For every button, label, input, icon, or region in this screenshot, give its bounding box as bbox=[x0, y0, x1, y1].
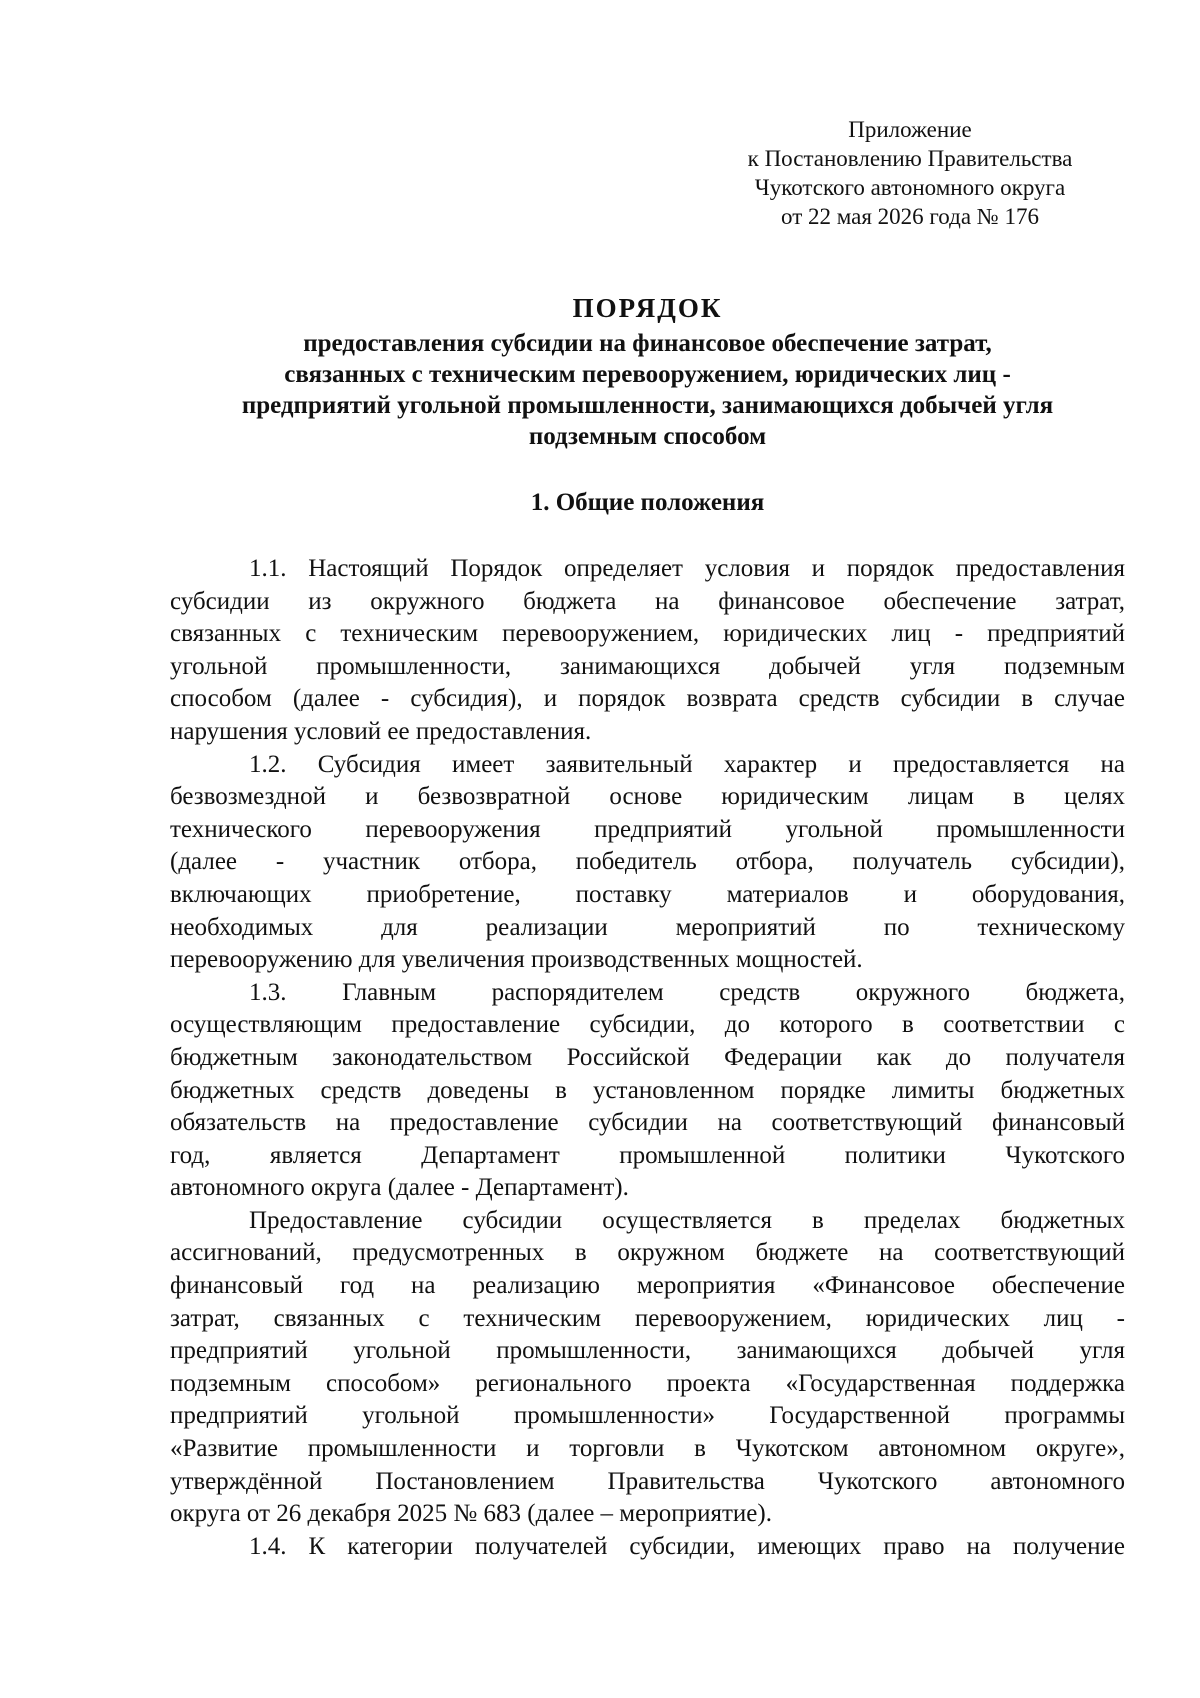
appendix-line: Приложение bbox=[848, 117, 972, 142]
title-heading: ПОРЯДОК bbox=[572, 293, 723, 323]
body-line: субсидии из окружного бюджета на финансовое обеспечение затрат, bbox=[170, 587, 1125, 615]
body-line: способом (далее - субсидия), и порядок возврата средств субсидии в случае bbox=[170, 685, 1125, 713]
body-line: финансовый год на реализацию мероприятия «Финансовое обеспечение bbox=[170, 1272, 1125, 1300]
appendix-line: Чукотского автономного округа bbox=[754, 175, 1066, 200]
body-line: 1.2. Субсидия имеет заявительный характер и предоставляется на bbox=[249, 750, 1125, 778]
body-line: автономного округа (далее - Департамент). bbox=[170, 1174, 629, 1202]
body-line: (далее - участник отбора, победитель отбора, получатель субсидии), bbox=[170, 848, 1125, 876]
body-line: утверждённой Постановлением Правительства Чукотского автономного bbox=[170, 1467, 1125, 1495]
body-line: необходимых для реализации мероприятий по техническому bbox=[170, 913, 1125, 941]
appendix-block bbox=[690, 115, 1130, 231]
body-line: подземным способом» регионального проекта «Государственная поддержка bbox=[170, 1369, 1125, 1397]
body-line: безвозмездной и безвозвратной основе юридическим лицам в целях bbox=[170, 783, 1125, 811]
title-line: предприятий угольной промышленности, занимающихся добычей угля bbox=[241, 392, 1054, 419]
body-line: 1.1. Настоящий Порядок определяет условия и порядок предоставления bbox=[249, 555, 1125, 582]
body-line: год, является Департамент промышленной политики Чукотского bbox=[170, 1141, 1125, 1169]
body-line: осуществляющим предоставление субсидии, до которого в соответствии с bbox=[170, 1011, 1125, 1039]
appendix-line: от 22 мая 2026 года № 176 bbox=[781, 204, 1039, 229]
document-title bbox=[170, 290, 1125, 452]
body-line: технического перевооружения предприятий угольной промышленности bbox=[170, 815, 1125, 843]
body-line: угольной промышленности, занимающихся добычей угля подземным bbox=[170, 652, 1125, 680]
body-line: связанных с техническим перевооружением, юридических лиц - предприятий bbox=[170, 620, 1125, 648]
document-body bbox=[170, 553, 1125, 1563]
body-line: «Развитие промышленности и торговли в Чукотском автономном округе», bbox=[170, 1435, 1125, 1463]
title-line: связанных с техническим перевооружением, юридических лиц - bbox=[284, 361, 1011, 388]
title-line: предоставления субсидии на финансовое обеспечение затрат, bbox=[303, 330, 992, 357]
body-line: округа от 26 декабря 2025 № 683 (далее – мероприятие). bbox=[170, 1500, 772, 1528]
body-line: бюджетным законодательством Российской Федерации как до получателя bbox=[170, 1043, 1125, 1071]
body-line: предприятий угольной промышленности» Государственной программы bbox=[170, 1402, 1125, 1430]
section-title: 1. Общие положения bbox=[530, 489, 765, 516]
body-line: ассигнований, предусмотренных в окружном бюджете на соответствующий bbox=[170, 1239, 1125, 1267]
body-line: перевооружению для увеличения производственных мощностей. bbox=[170, 946, 863, 974]
body-line: включающих приобретение, поставку материалов и оборудования, bbox=[170, 880, 1125, 908]
body-line: обязательств на предоставление субсидии на соответствующий финансовый bbox=[170, 1109, 1125, 1137]
body-line: предприятий угольной промышленности, занимающихся добычей угля bbox=[170, 1337, 1125, 1365]
appendix-line: к Постановлению Правительства bbox=[747, 146, 1073, 171]
body-line: нарушения условий ее предоставления. bbox=[170, 717, 592, 745]
title-line: подземным способом bbox=[528, 423, 767, 450]
body-line: 1.3. Главным распорядителем средств окружного бюджета, bbox=[249, 978, 1125, 1006]
body-line: 1.4. К категории получателей субсидии, имеющих право на получение bbox=[249, 1532, 1125, 1560]
body-line: Предоставление субсидии осуществляется в пределах бюджетных bbox=[249, 1206, 1125, 1234]
body-line: бюджетных средств доведены в установленном порядке лимиты бюджетных bbox=[170, 1076, 1125, 1104]
body-line: затрат, связанных с техническим перевооружением, юридических лиц - bbox=[170, 1304, 1125, 1332]
